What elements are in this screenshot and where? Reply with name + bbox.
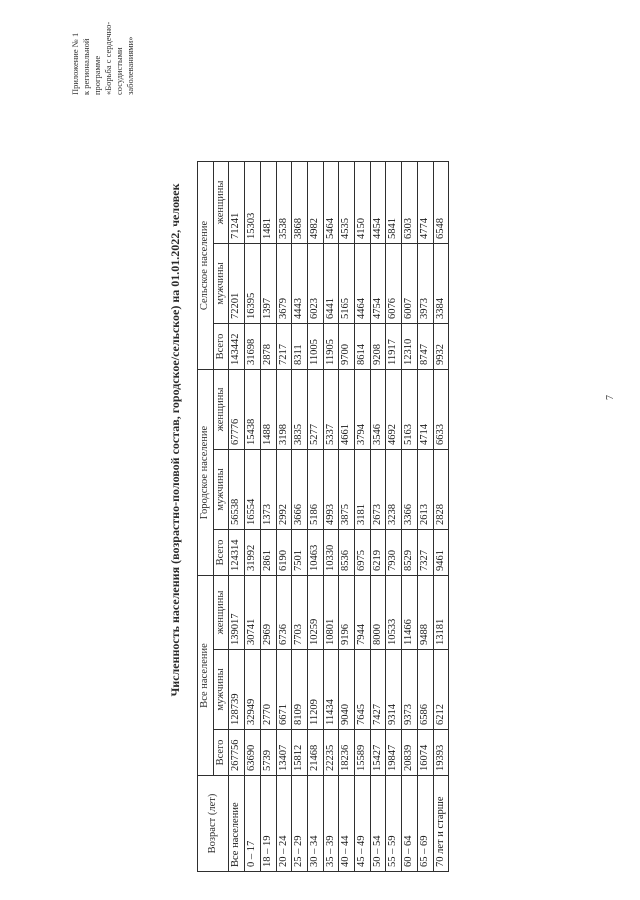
appendix-line: «Борьба с сердечно-сосудистыми [103,21,124,95]
age-cell: 70 лет и старше [433,776,449,872]
age-cell: 20 – 24 [276,776,292,872]
value-cell: 4150 [355,162,371,244]
value-cell: 7944 [355,576,371,650]
value-cell: 3238 [386,450,402,530]
value-cell: 8311 [292,324,308,370]
table-header [198,162,229,872]
value-cell: 4754 [370,244,386,324]
value-cell: 32949 [245,650,261,730]
value-cell: 8529 [402,530,418,576]
header-group-all: Все население [198,576,214,776]
table-row [229,162,245,872]
value-cell: 6219 [370,530,386,576]
value-cell: 3679 [276,244,292,324]
value-cell: 6975 [355,530,371,576]
value-cell: 56538 [229,450,245,530]
value-cell: 15427 [370,730,386,776]
age-cell: 40 – 44 [339,776,355,872]
value-cell: 4454 [370,162,386,244]
header-total: Всего [213,730,229,776]
value-cell: 3868 [292,162,308,244]
value-cell: 2770 [260,650,276,730]
value-cell: 8000 [370,576,386,650]
value-cell: 7327 [417,530,433,576]
value-cell: 72201 [229,244,245,324]
value-cell: 3538 [276,162,292,244]
value-cell: 3546 [370,370,386,450]
table-row [260,162,276,872]
header-men: мужчины [213,244,229,324]
value-cell: 13181 [433,576,449,650]
table-row [417,162,433,872]
age-cell: 60 – 64 [402,776,418,872]
value-cell: 3875 [339,450,355,530]
age-cell: 18 – 19 [260,776,276,872]
table-row [323,162,339,872]
appendix-line: Приложение № 1 [70,32,80,95]
value-cell: 11005 [307,324,323,370]
value-cell: 6633 [433,370,449,450]
value-cell: 5841 [386,162,402,244]
value-cell: 9932 [433,324,449,370]
value-cell: 11209 [307,650,323,730]
value-cell: 6076 [386,244,402,324]
value-cell: 18236 [339,730,355,776]
table-row [292,162,308,872]
value-cell: 4443 [292,244,308,324]
value-cell: 6548 [433,162,449,244]
age-cell: 50 – 54 [370,776,386,872]
value-cell: 30741 [245,576,261,650]
value-cell: 6023 [307,244,323,324]
value-cell: 15303 [245,162,261,244]
value-cell: 1373 [260,450,276,530]
value-cell: 11917 [386,324,402,370]
value-cell: 3666 [292,450,308,530]
appendix-line: заболеваниями» [125,36,135,95]
value-cell: 3973 [417,244,433,324]
table-row [307,162,323,872]
age-cell: 65 – 69 [417,776,433,872]
value-cell: 6212 [433,650,449,730]
value-cell: 15589 [355,730,371,776]
value-cell: 10463 [307,530,323,576]
value-cell: 5739 [260,730,276,776]
age-cell: 35 – 39 [323,776,339,872]
value-cell: 2992 [276,450,292,530]
appendix-line: к региональной программе [81,38,102,95]
value-cell: 4661 [339,370,355,450]
value-cell: 12310 [402,324,418,370]
value-cell: 2613 [417,450,433,530]
value-cell: 3384 [433,244,449,324]
value-cell: 6671 [276,650,292,730]
value-cell: 9488 [417,576,433,650]
value-cell: 6736 [276,576,292,650]
value-cell: 128739 [229,650,245,730]
table-row [276,162,292,872]
value-cell: 9314 [386,650,402,730]
value-cell: 10259 [307,576,323,650]
value-cell: 9461 [433,530,449,576]
value-cell: 9373 [402,650,418,730]
value-cell: 10801 [323,576,339,650]
value-cell: 124314 [229,530,245,576]
value-cell: 4692 [386,370,402,450]
value-cell: 2969 [260,576,276,650]
table-row [245,162,261,872]
value-cell: 21468 [307,730,323,776]
value-cell: 15438 [245,370,261,450]
value-cell: 5464 [323,162,339,244]
value-cell: 8747 [417,324,433,370]
age-cell: 25 – 29 [292,776,308,872]
value-cell: 2828 [433,450,449,530]
value-cell: 22235 [323,730,339,776]
value-cell: 8536 [339,530,355,576]
value-cell: 6190 [276,530,292,576]
value-cell: 9040 [339,650,355,730]
value-cell: 5186 [307,450,323,530]
table-title: Численность населения (возрастно-половой состав, городское/сельское) на 01.01.2022, человек [168,183,182,697]
value-cell: 2673 [370,450,386,530]
value-cell: 2861 [260,530,276,576]
value-cell: 267756 [229,730,245,776]
value-cell: 4982 [307,162,323,244]
value-cell: 5277 [307,370,323,450]
value-cell: 31992 [245,530,261,576]
value-cell: 13407 [276,730,292,776]
value-cell: 7703 [292,576,308,650]
value-cell: 1481 [260,162,276,244]
appendix-note [70,5,136,95]
table-row [370,162,386,872]
value-cell: 1488 [260,370,276,450]
value-cell: 67776 [229,370,245,450]
header-men: мужчины [213,450,229,530]
value-cell: 16074 [417,730,433,776]
value-cell: 1397 [260,244,276,324]
table-row [386,162,402,872]
header-row-groups [198,162,214,872]
value-cell: 6303 [402,162,418,244]
value-cell: 63690 [245,730,261,776]
page-number: 7 [605,395,616,400]
value-cell: 11905 [323,324,339,370]
value-cell: 16395 [245,244,261,324]
value-cell: 9208 [370,324,386,370]
header-group-rural: Сельское население [198,162,214,370]
value-cell: 6441 [323,244,339,324]
value-cell: 20839 [402,730,418,776]
value-cell: 8109 [292,650,308,730]
value-cell: 7427 [370,650,386,730]
value-cell: 2878 [260,324,276,370]
value-cell: 71241 [229,162,245,244]
value-cell: 4535 [339,162,355,244]
value-cell: 7645 [355,650,371,730]
value-cell: 139017 [229,576,245,650]
header-group-urban: Городское население [198,370,214,576]
value-cell: 6586 [417,650,433,730]
header-total: Всего [213,324,229,370]
value-cell: 5337 [323,370,339,450]
value-cell: 11434 [323,650,339,730]
header-women: женщины [213,162,229,244]
value-cell: 7930 [386,530,402,576]
table-body [229,162,449,872]
age-cell: 0 – 17 [245,776,261,872]
value-cell: 4464 [355,244,371,324]
value-cell: 9196 [339,576,355,650]
value-cell: 4993 [323,450,339,530]
value-cell: 19393 [433,730,449,776]
value-cell: 15812 [292,730,308,776]
value-cell: 3198 [276,370,292,450]
table-row [433,162,449,872]
header-row-sub [213,162,229,872]
value-cell: 7501 [292,530,308,576]
value-cell: 10330 [323,530,339,576]
value-cell: 19847 [386,730,402,776]
population-table [197,161,449,872]
value-cell: 143442 [229,324,245,370]
value-cell: 5163 [402,370,418,450]
header-men: мужчины [213,650,229,730]
value-cell: 16554 [245,450,261,530]
value-cell: 5165 [339,244,355,324]
header-women: женщины [213,370,229,450]
value-cell: 31698 [245,324,261,370]
age-cell: 55 – 59 [386,776,402,872]
header-total: Всего [213,530,229,576]
value-cell: 10533 [386,576,402,650]
value-cell: 9700 [339,324,355,370]
value-cell: 3181 [355,450,371,530]
value-cell: 7217 [276,324,292,370]
age-cell: 30 – 34 [307,776,323,872]
value-cell: 4774 [417,162,433,244]
value-cell: 3835 [292,370,308,450]
value-cell: 8614 [355,324,371,370]
age-cell: 45 – 49 [355,776,371,872]
value-cell: 11466 [402,576,418,650]
table-row [339,162,355,872]
value-cell: 4714 [417,370,433,450]
header-women: женщины [213,576,229,650]
table-row [402,162,418,872]
age-cell: Все население [229,776,245,872]
value-cell: 3366 [402,450,418,530]
value-cell: 6007 [402,244,418,324]
value-cell: 3794 [355,370,371,450]
header-age: Возраст (лет) [198,776,229,872]
table-row [355,162,371,872]
